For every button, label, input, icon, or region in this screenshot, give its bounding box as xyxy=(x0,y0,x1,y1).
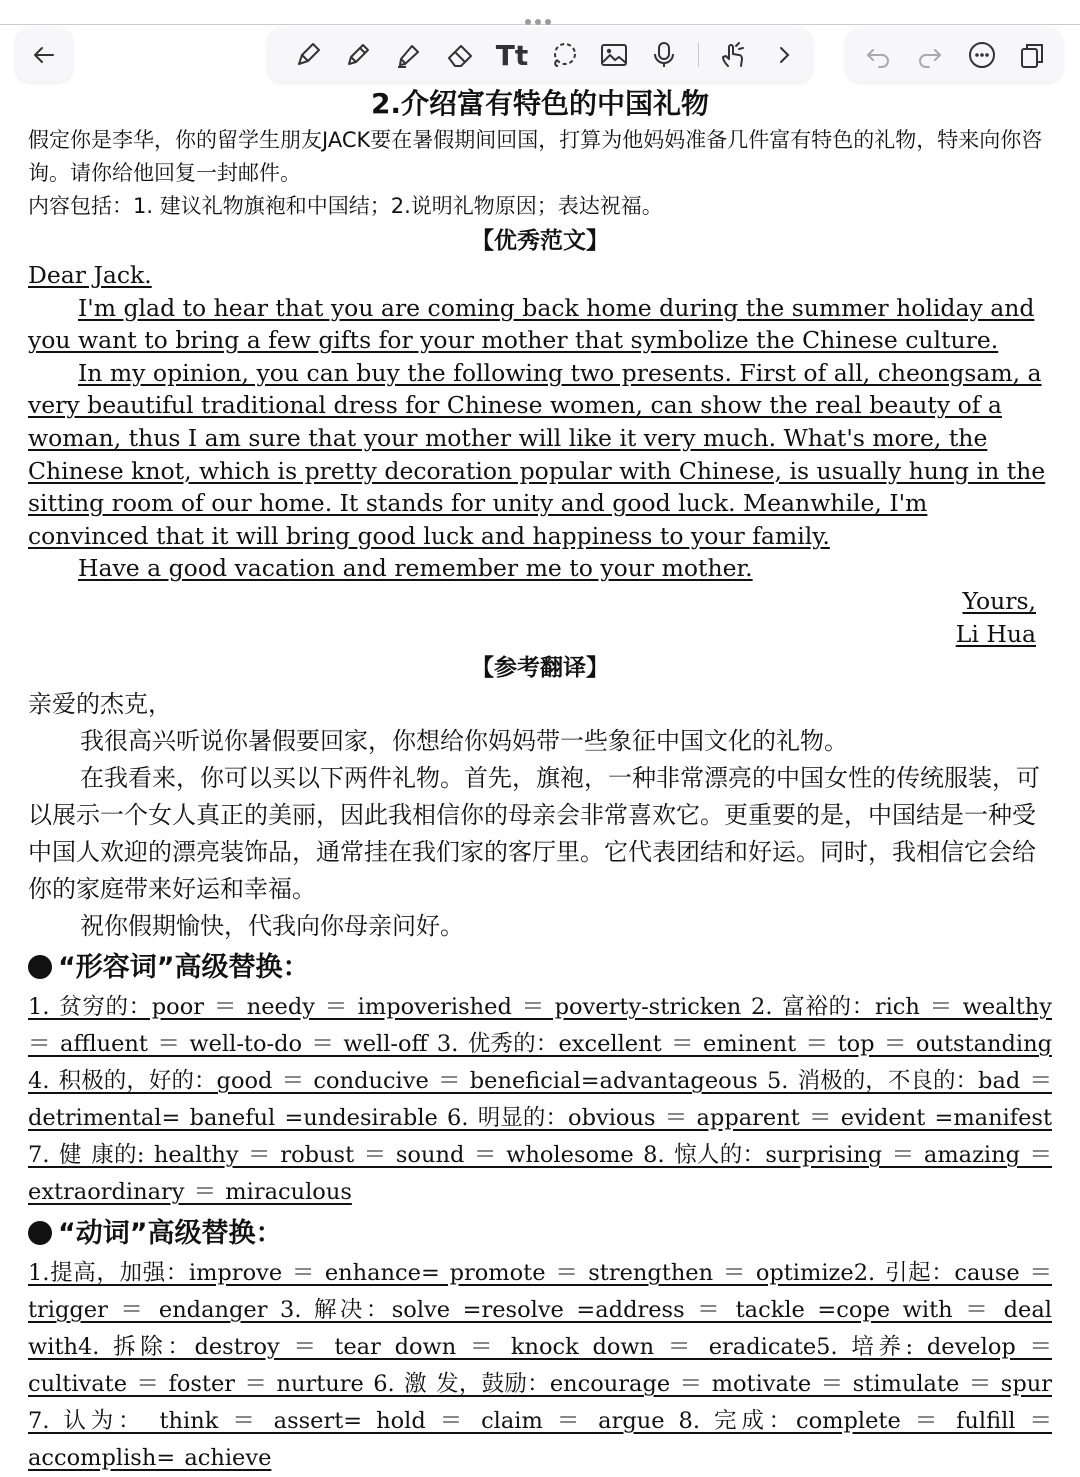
prompt-requirements: 内容包括：1. 建议礼物旗袍和中国结；2.说明礼物原因；表达祝福。 xyxy=(28,194,663,218)
highlighter-icon[interactable] xyxy=(388,28,428,82)
bullet-icon xyxy=(28,1221,52,1245)
back-arrow-icon xyxy=(24,28,64,82)
lasso-icon[interactable] xyxy=(544,28,584,82)
translation-heading: 【参考翻译】 xyxy=(471,655,609,682)
window-grabber[interactable] xyxy=(525,10,555,16)
letter-closing: Yours, xyxy=(962,586,1036,615)
microphone-icon[interactable] xyxy=(644,28,684,82)
back-button[interactable] xyxy=(16,28,72,82)
translation-paragraph: 在我看来，你可以买以下两件礼物。首先，旗袍，一种非常漂亮的中国女性的传统服装，可以展示一个女人真正的美丽，因此我相信你的母亲会非常喜欢它。更重要的是，中国结是一种受中国人欢迎的漂亮装饰品，通常挂在我们家的客厅里。它代表团结和好运。同时，我相信它会给你的家庭带来好运和幸福。 xyxy=(28,764,1040,904)
bullet-icon xyxy=(28,955,52,979)
history-controls xyxy=(846,28,1062,82)
verb-heading-text: “动词”高级替换： xyxy=(58,1218,283,1250)
letter-paragraph: I'm glad to hear that you are coming back home during the summer holiday and you want to bring a few gifts for your mother that symbolize the Chinese culture. xyxy=(28,293,1035,355)
drawing-tools xyxy=(268,28,812,82)
tool-separator xyxy=(698,43,699,67)
touch-gesture-icon[interactable] xyxy=(712,28,752,82)
translation-paragraph: 祝你假期愉快，代我向你母亲问好。 xyxy=(80,912,464,941)
pencil-icon[interactable] xyxy=(338,28,378,82)
adjective-heading xyxy=(28,947,1052,989)
translation-salutation: 亲爱的杰克， xyxy=(28,690,172,719)
redo-icon[interactable] xyxy=(910,28,950,82)
chevron-right-icon[interactable] xyxy=(764,28,804,82)
document-page xyxy=(28,84,1052,1477)
verb-synonyms: 1.提高，加强：improve ＝ enhance= promote ＝ strengthen ＝ optimize2. 引起：cause ＝ trigger ＝ endanger 3. 解决：solve =resolve =address ＝ tackle =cope with ＝ deal with4. 拆除：destroy ＝ tear down ＝ knock down ＝ eradicate5. 培养: develop ＝ cultivate ＝ foster ＝ nurture 6. 激 发，鼓励：encourage ＝ motivate ＝ stimulate ＝ spur 7. 认为： think ＝ assert= hold ＝ claim ＝ argue 8. 完成：complete ＝ fulfill ＝ accomplish= achieve xyxy=(28,1260,1052,1472)
letter-paragraph: Have a good vacation and remember me to your mother. xyxy=(78,554,753,583)
page-title: 2.介绍富有特色的中国礼物 xyxy=(370,87,710,120)
adjective-heading-text: “形容词”高级替换： xyxy=(58,952,310,984)
text-icon[interactable] xyxy=(492,28,532,82)
adjective-synonyms: 1. 贫穷的：poor ＝ needy ＝ impoverished ＝ poverty-stricken 2. 富裕的：rich ＝ wealthy ＝ affluent ＝ well-to-do ＝ well-off 3. 优秀的：excellent ＝ eminent ＝ top ＝ outstanding 4. 积极的，好的：good ＝ conducive ＝ beneficial=advantageous 5. 消极的，不良的：bad ＝ detrimental= baneful =undesirable 6. 明显的：obvious ＝ apparent ＝ evident =manifest 7. 健 康的: healthy ＝ robust ＝ sound ＝ wholesome 8. 惊人的：surprising ＝ amazing ＝ extraordinary ＝ miraculous xyxy=(28,994,1052,1206)
letter-paragraph: In my opinion, you can buy the following two presents. First of all, cheongsam, a very beautiful traditional dress for Chinese women, can show the real beauty of a woman, thus I am sure that your mother will like it very much. What's more, the Chinese knot, which is pretty decoration popular with Chinese, is usually hung in the sitting room of our home. It stands for unity and good luck. Meanwhile, I'm convinced that it will bring good luck and happiness to your family. xyxy=(28,358,1046,550)
pen-icon[interactable] xyxy=(288,28,328,82)
pages-icon[interactable] xyxy=(1012,28,1052,82)
prompt-text: 假定你是李华，你的留学生朋友JACK要在暑假期间回国，打算为他妈妈准备几件富有特色的礼物，特来向你咨询。请你给他回复一封邮件。 xyxy=(28,128,1043,185)
image-icon[interactable] xyxy=(594,28,634,82)
letter-salutation: Dear Jack. xyxy=(28,261,152,289)
eraser-icon[interactable] xyxy=(440,28,480,82)
more-icon[interactable] xyxy=(962,28,1002,82)
translation-paragraph: 我很高兴听说你暑假要回家，你想给你妈妈带一些象征中国文化的礼物。 xyxy=(80,727,848,756)
text-tool-label: Tt xyxy=(495,38,529,72)
sample-heading: 【优秀范文】 xyxy=(471,228,609,254)
note-toolbar xyxy=(0,0,1080,90)
undo-icon[interactable] xyxy=(858,28,898,82)
letter-signature: Li Hua xyxy=(955,619,1036,648)
verb-heading xyxy=(28,1213,1052,1255)
